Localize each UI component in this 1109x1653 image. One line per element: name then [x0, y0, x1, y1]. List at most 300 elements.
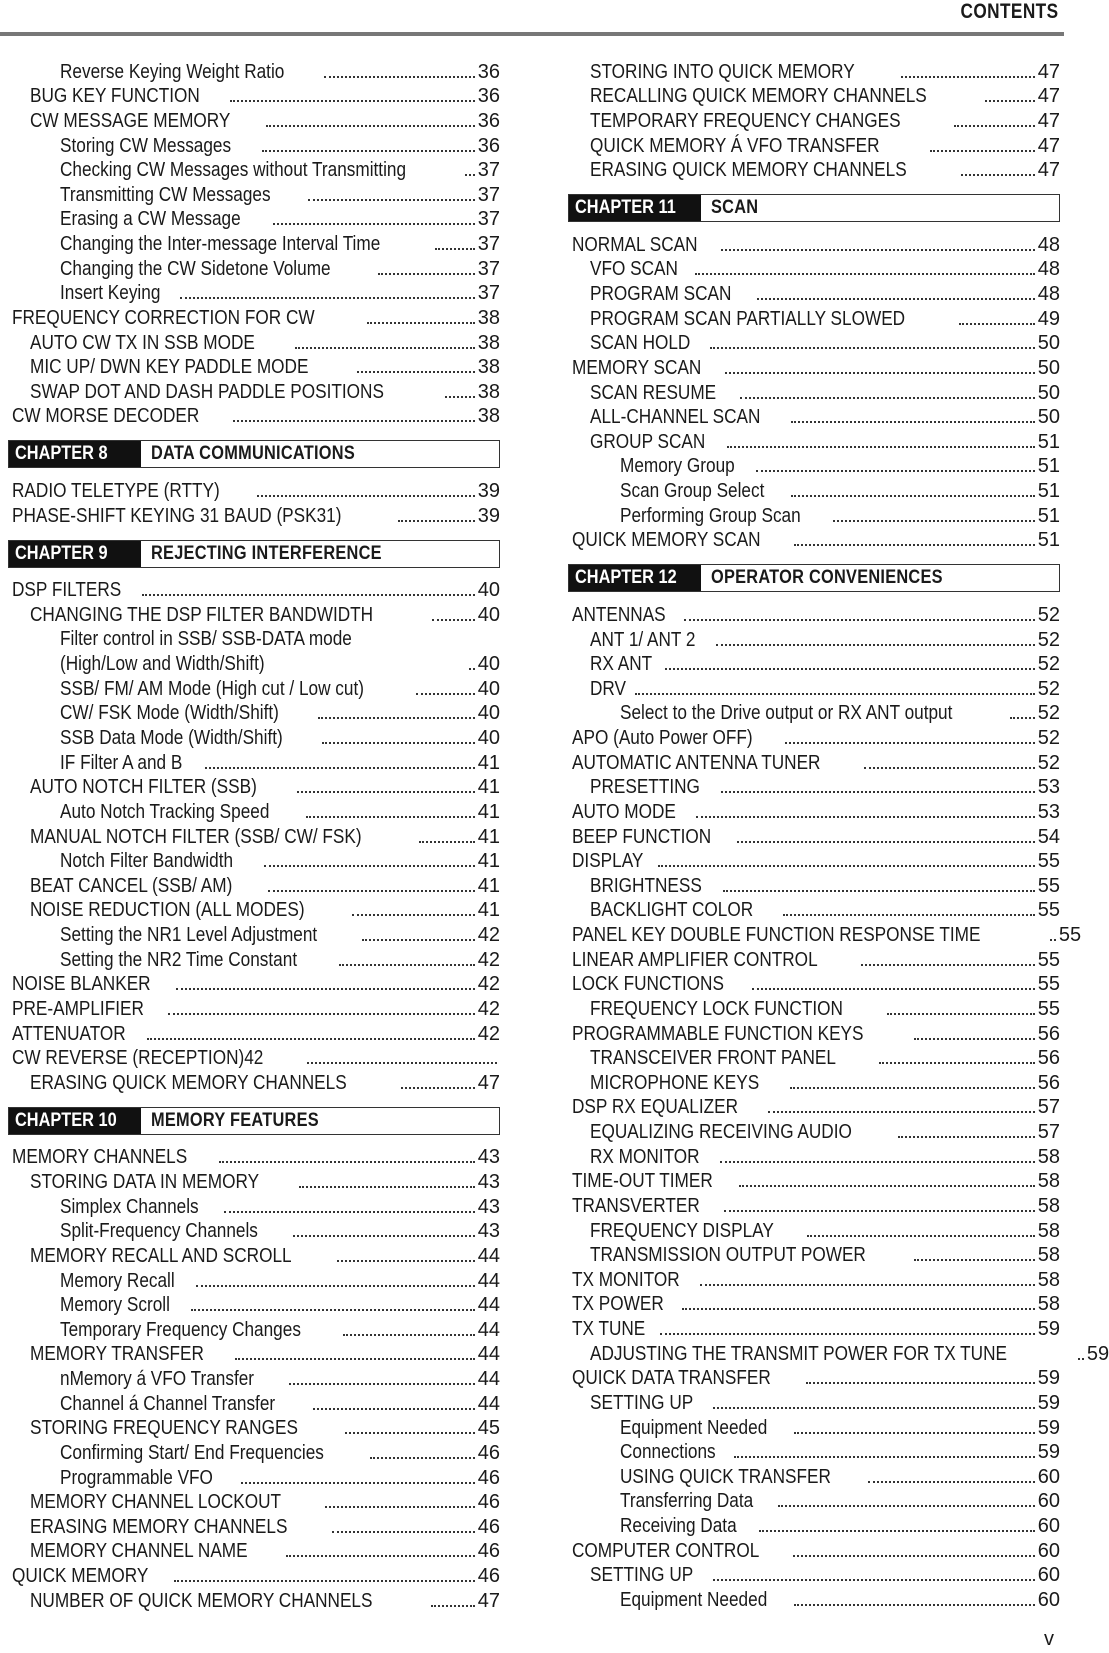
toc-group	[8, 578, 500, 1095]
toc-entry[interactable]	[568, 701, 1060, 726]
toc-entry[interactable]	[568, 627, 1060, 652]
toc-entry[interactable]	[568, 355, 1060, 380]
toc-entry-page: 43	[477, 1146, 500, 1169]
toc-entry-title: Simplex Channels	[60, 1195, 199, 1218]
toc-entry[interactable]	[8, 305, 500, 330]
toc-entry[interactable]	[568, 775, 1060, 800]
toc-entry-title: Receiving Data	[620, 1515, 737, 1537]
toc-entry-title: PRE-AMPLIFIER	[12, 997, 144, 1020]
dot-leader	[864, 767, 1035, 769]
toc-entry[interactable]	[8, 182, 500, 207]
toc-entry[interactable]	[568, 1587, 1060, 1612]
dot-leader	[713, 1579, 1035, 1581]
dot-leader	[257, 495, 475, 497]
toc-entry[interactable]	[8, 873, 500, 898]
toc-entry[interactable]	[8, 1490, 500, 1515]
dot-leader	[230, 100, 474, 102]
toc-entry[interactable]	[8, 231, 500, 256]
toc-entry-title: GROUP SCAN	[590, 430, 706, 453]
toc-entry[interactable]	[568, 873, 1060, 898]
toc-entry[interactable]	[568, 824, 1060, 849]
toc-entry[interactable]	[568, 1341, 1109, 1366]
toc-entry-page: 51	[1037, 529, 1060, 552]
toc-entry-page: 47	[1037, 85, 1060, 108]
toc-entry[interactable]	[568, 799, 1060, 824]
toc-entry-title: ATTENUATOR	[12, 1022, 126, 1045]
dot-leader	[174, 1580, 475, 1582]
toc-entry[interactable]	[568, 1144, 1060, 1169]
toc-entry-page: 44	[477, 1294, 500, 1317]
toc-entry[interactable]	[568, 1169, 1060, 1194]
toc-entry-title: Transmitting CW Messages	[60, 183, 271, 206]
toc-entry-title: PROGRAM SCAN PARTIALLY SLOWED	[590, 307, 906, 330]
toc-entry[interactable]	[8, 84, 500, 109]
toc-entry-title: TIME-OUT TIMER	[572, 1170, 713, 1193]
toc-entry-title: TEMPORARY FREQUENCY CHANGES	[590, 109, 901, 132]
toc-entry-page: 55	[1037, 997, 1060, 1020]
dot-leader	[191, 1309, 475, 1311]
toc-entry[interactable]	[568, 652, 1060, 677]
toc-entry-page: 41	[477, 899, 500, 922]
toc-entry[interactable]	[8, 1366, 500, 1391]
toc-entry-page: 56	[1037, 1071, 1060, 1094]
toc-entry-title: TRANSCEIVER FRONT PANEL	[590, 1047, 836, 1070]
toc-entry-page: 43	[477, 1171, 500, 1193]
toc-entry[interactable]	[8, 922, 500, 947]
toc-entry[interactable]	[568, 1193, 1060, 1218]
toc-entry-page: 42	[477, 973, 500, 996]
toc-entry[interactable]	[568, 528, 1060, 553]
toc-entry-title: RADIO TELETYPE (RTTY)	[12, 480, 220, 502]
chapter-9-heading	[8, 540, 500, 568]
dot-leader	[658, 865, 1035, 867]
toc-entry[interactable]	[8, 898, 500, 923]
toc-entry[interactable]	[568, 750, 1060, 775]
toc-entry-title: Split-Frequency Channels	[60, 1220, 258, 1243]
toc-entry[interactable]	[568, 1489, 1060, 1514]
toc-entry-title: Auto Notch Tracking Speed	[60, 800, 270, 823]
toc-entry[interactable]	[568, 972, 1060, 997]
toc-entry-title: Checking CW Messages without Transmitting	[60, 159, 407, 182]
toc-entry[interactable]	[8, 775, 500, 800]
toc-entry[interactable]	[568, 1243, 1060, 1268]
dot-leader	[343, 1334, 475, 1336]
toc-entry[interactable]	[8, 701, 500, 726]
dot-leader	[286, 1555, 475, 1557]
toc-entry[interactable]	[568, 1563, 1060, 1588]
toc-entry[interactable]	[8, 59, 500, 84]
toc-entry[interactable]	[568, 947, 1060, 972]
toc-group	[8, 478, 500, 527]
toc-entry[interactable]	[8, 1440, 500, 1465]
dot-leader	[695, 273, 1035, 275]
toc-entry[interactable]	[8, 256, 500, 281]
dot-leader	[635, 693, 1035, 695]
toc-entry[interactable]	[8, 972, 500, 997]
toc-entry[interactable]	[8, 1563, 500, 1588]
chapter-number: CHAPTER 11	[575, 197, 676, 219]
dot-leader	[339, 964, 475, 966]
dot-leader	[147, 1038, 475, 1040]
toc-entry[interactable]	[568, 503, 1060, 528]
toc-entry[interactable]	[568, 405, 1060, 430]
toc-entry-page: 59	[1037, 1391, 1060, 1414]
toc-entry[interactable]	[568, 1095, 1060, 1120]
toc-entry[interactable]	[568, 429, 1060, 454]
toc-entry-page: 59	[1037, 1367, 1060, 1390]
toc-entry[interactable]	[568, 108, 1060, 133]
toc-entry-title: LOCK FUNCTIONS	[572, 973, 724, 996]
chapter-number: CHAPTER 12	[575, 567, 677, 589]
toc-entry[interactable]	[568, 281, 1060, 306]
toc-entry-title: BRIGHTNESS	[590, 874, 702, 897]
dot-leader	[235, 1358, 474, 1360]
toc-entry-page: 38	[477, 331, 500, 354]
toc-entry-page: 51	[1037, 455, 1060, 478]
toc-entry[interactable]	[8, 1588, 500, 1613]
dot-leader	[783, 914, 1035, 916]
toc-entry-title: MICROPHONE KEYS	[590, 1071, 760, 1094]
toc-entry[interactable]	[8, 824, 500, 849]
toc-entry[interactable]	[8, 1243, 500, 1268]
dot-leader	[725, 372, 1034, 374]
toc-entry-page: 37	[477, 233, 500, 255]
toc-entry[interactable]	[8, 1194, 500, 1219]
toc-entry[interactable]	[568, 1464, 1060, 1489]
toc-entry-page: 47	[1037, 159, 1060, 182]
toc-entry[interactable]	[568, 331, 1060, 356]
toc-entry-title: NUMBER OF QUICK MEMORY CHANNELS	[30, 1589, 373, 1612]
dot-leader	[398, 520, 475, 522]
toc-entry[interactable]	[568, 1046, 1060, 1071]
toc-entry-page: 53	[1037, 776, 1060, 799]
dot-leader	[759, 1530, 1035, 1532]
dot-leader	[168, 1013, 474, 1015]
dot-leader	[295, 347, 475, 349]
dot-leader	[665, 668, 1035, 670]
toc-entry-page: 52	[1037, 677, 1060, 700]
toc-entry-page: 60	[1037, 1465, 1060, 1488]
toc-entry[interactable]	[8, 676, 500, 701]
toc-entry-page: 47	[1037, 109, 1060, 132]
toc-entry-page: 52	[1037, 603, 1060, 626]
dot-leader	[1078, 1358, 1084, 1360]
toc-entry-page: 47	[1037, 60, 1060, 83]
dot-leader	[898, 1136, 1035, 1138]
toc-entry[interactable]	[568, 478, 1060, 503]
toc-entry[interactable]	[568, 1440, 1060, 1465]
toc-entry[interactable]	[8, 1317, 500, 1342]
toc-entry[interactable]	[568, 849, 1060, 874]
toc-entry-page: 48	[1037, 233, 1060, 256]
page-header-title: CONTENTS	[960, 0, 1058, 23]
toc-entry-title: RECALLING QUICK MEMORY CHANNELS	[590, 85, 927, 108]
toc-entry-page: 37	[477, 282, 500, 305]
toc-entry[interactable]	[8, 578, 500, 603]
dot-leader	[768, 1111, 1035, 1113]
toc-entry[interactable]	[568, 922, 1082, 947]
toc-entry[interactable]	[568, 1021, 1060, 1046]
toc-entry-title: TX POWER	[572, 1293, 664, 1316]
dot-leader	[264, 865, 475, 867]
dot-leader	[345, 1432, 475, 1434]
dot-leader	[684, 619, 1035, 621]
toc-entry[interactable]	[8, 1342, 500, 1367]
toc-entry-page: 37	[477, 208, 500, 231]
dot-leader	[219, 1161, 475, 1163]
toc-entry-title: Temporary Frequency Changes	[60, 1318, 301, 1341]
toc-entry-page: 50	[1037, 332, 1060, 355]
toc-entry-page: 51	[1037, 430, 1060, 453]
toc-entry[interactable]	[568, 1292, 1060, 1317]
toc-entry-title: MIC UP/ DWN KEY PADDLE MODE	[30, 356, 309, 379]
toc-entry-title: DRV	[590, 677, 627, 700]
toc-entry[interactable]	[8, 1145, 500, 1170]
toc-column-left	[8, 59, 500, 1613]
dot-leader	[262, 150, 475, 152]
toc-group	[8, 1145, 500, 1613]
toc-entry[interactable]	[8, 330, 500, 355]
toc-entry[interactable]	[568, 232, 1060, 257]
toc-entry[interactable]	[8, 602, 500, 627]
toc-entry[interactable]	[8, 1046, 500, 1071]
dot-leader	[332, 1531, 474, 1533]
toc-entry-title: PRESETTING	[590, 776, 700, 799]
dot-leader	[370, 1457, 475, 1459]
toc-entry[interactable]	[568, 454, 1060, 479]
toc-entry[interactable]	[568, 1366, 1060, 1391]
toc-entry[interactable]	[8, 404, 500, 429]
toc-entry[interactable]	[8, 1514, 500, 1539]
dot-leader	[791, 421, 1035, 423]
dot-leader	[794, 544, 1034, 546]
dot-leader	[142, 594, 475, 596]
toc-entry-title: FREQUENCY CORRECTION FOR CW	[12, 306, 315, 329]
toc-entry[interactable]	[568, 1513, 1060, 1538]
dot-leader	[313, 1408, 475, 1410]
toc-entry-title: RX ANT	[590, 653, 653, 676]
dot-leader	[696, 816, 1035, 818]
dot-leader	[1050, 939, 1056, 941]
toc-entry-page: 60	[1037, 1539, 1060, 1562]
dot-leader	[914, 1259, 1035, 1261]
dot-leader	[273, 223, 475, 225]
toc-entry[interactable]	[8, 1169, 500, 1194]
toc-entry-page: 40	[477, 702, 500, 725]
dot-leader	[734, 1456, 1035, 1458]
toc-entry-title: Notch Filter Bandwidth	[60, 850, 234, 873]
toc-entry[interactable]	[8, 1070, 500, 1095]
toc-entry-page: 44	[477, 1392, 500, 1415]
chapter-number: CHAPTER 10	[15, 1109, 117, 1131]
toc-entry-page: 58	[1037, 1194, 1060, 1217]
toc-entry-page: 50	[1037, 406, 1060, 429]
toc-entry-page: 59	[1037, 1318, 1060, 1340]
toc-entry[interactable]	[8, 478, 500, 503]
toc-entry-title: BUG KEY FUNCTION	[30, 85, 200, 108]
dot-leader	[469, 668, 475, 670]
toc-entry-title: Programmable VFO	[60, 1466, 213, 1489]
toc-entry[interactable]	[8, 1268, 500, 1293]
toc-entry[interactable]	[8, 108, 500, 133]
toc-entry[interactable]	[8, 158, 500, 183]
toc-entry-title: AUTO NOTCH FILTER (SSB)	[30, 776, 257, 799]
toc-entry[interactable]	[568, 676, 1060, 701]
toc-entry-page: 60	[1037, 1490, 1060, 1513]
dot-leader	[833, 520, 1035, 522]
toc-entry[interactable]	[8, 1465, 500, 1490]
dot-leader	[930, 150, 1035, 152]
toc-entry-title: RX MONITOR	[590, 1145, 700, 1168]
toc-entry[interactable]	[8, 355, 500, 380]
toc-entry[interactable]	[568, 1267, 1060, 1292]
toc-entry-title: ERASING QUICK MEMORY CHANNELS	[30, 1071, 347, 1094]
dot-leader	[806, 1382, 1035, 1384]
dot-leader	[306, 816, 474, 818]
toc-entry-page: 44	[477, 1318, 500, 1341]
dot-leader	[739, 1185, 1035, 1187]
toc-entry[interactable]	[568, 1390, 1060, 1415]
toc-entry-title: STORING INTO QUICK MEMORY	[590, 60, 855, 83]
toc-entry[interactable]	[8, 207, 500, 232]
toc-entry-page: 37	[477, 257, 500, 280]
toc-entry[interactable]	[568, 84, 1060, 109]
dot-leader	[176, 988, 475, 990]
toc-entry-page: 46	[477, 1515, 500, 1538]
toc-entry-page: 55	[1037, 948, 1060, 971]
toc-entry[interactable]	[568, 380, 1060, 405]
toc-entry[interactable]	[8, 799, 500, 824]
toc-entry-page: 40	[477, 579, 500, 602]
toc-entry[interactable]	[568, 158, 1060, 183]
toc-entry-title: MEMORY CHANNEL NAME	[30, 1540, 248, 1563]
dot-leader	[682, 1308, 1035, 1310]
toc-entry[interactable]	[568, 1218, 1060, 1243]
toc-entry[interactable]	[8, 1416, 500, 1441]
toc-entry[interactable]	[568, 306, 1060, 331]
toc-entry-title: Storing CW Messages	[60, 134, 232, 157]
toc-entry[interactable]	[8, 1539, 500, 1564]
toc-entry-page: 59	[1086, 1342, 1109, 1365]
toc-entry[interactable]	[8, 849, 500, 874]
toc-group	[8, 59, 500, 428]
toc-entry[interactable]	[568, 602, 1060, 627]
toc-entry-page: 46	[477, 1540, 500, 1563]
toc-entry[interactable]	[8, 1219, 500, 1244]
toc-entry-page: 41	[477, 800, 500, 823]
dot-leader	[465, 174, 474, 176]
toc-entry[interactable]	[8, 503, 500, 528]
dot-leader	[432, 619, 475, 621]
chapter-title: OPERATOR CONVENIENCES	[711, 567, 943, 589]
toc-entry[interactable]	[568, 257, 1060, 282]
toc-entry[interactable]	[8, 133, 500, 158]
toc-entry-page: 36	[477, 134, 500, 157]
toc-entry[interactable]	[8, 1021, 500, 1046]
toc-entry-page: 55	[1037, 899, 1060, 922]
dot-leader	[378, 273, 475, 275]
dot-leader	[721, 791, 1035, 793]
toc-entry-page: 58	[1037, 1268, 1060, 1291]
toc-entry-title: Transferring Data	[620, 1490, 754, 1513]
toc-entry-page: 39	[477, 480, 500, 502]
toc-entry-title: Connections	[620, 1441, 716, 1464]
toc-entry[interactable]	[8, 281, 500, 306]
dot-leader	[337, 1260, 475, 1262]
toc-entry-page: 46	[477, 1491, 500, 1514]
toc-entry-page: 44	[477, 1343, 500, 1366]
toc-entry[interactable]	[568, 1070, 1060, 1095]
toc-entry-page: 46	[477, 1565, 500, 1587]
dot-leader	[737, 841, 1035, 843]
dot-leader	[716, 644, 1035, 646]
dot-leader	[710, 347, 1035, 349]
dot-leader	[431, 1605, 475, 1607]
toc-entry-title: Insert Keying	[60, 282, 161, 305]
toc-entry[interactable]	[8, 996, 500, 1021]
toc-entry-title: Equipment Needed	[620, 1416, 768, 1439]
toc-entry[interactable]	[568, 996, 1060, 1021]
toc-entry-title: SETTING UP	[590, 1391, 694, 1414]
dot-leader	[266, 125, 475, 127]
toc-entry[interactable]	[8, 1391, 500, 1416]
dot-leader	[324, 76, 475, 78]
toc-entry-page: 44	[477, 1269, 500, 1292]
page-number: v	[1044, 1628, 1054, 1650]
toc-entry-page: 59	[1037, 1441, 1060, 1464]
toc-entry-title: Setting the NR2 Time Constant	[60, 948, 298, 971]
toc-entry-title: EQUALIZING RECEIVING AUDIO	[590, 1121, 852, 1143]
toc-entry-title: Filter control in SSB/ SSB-DATA mode (High/Low and Width/Shift)	[60, 627, 352, 675]
dot-leader	[435, 248, 474, 250]
chapter-title: MEMORY FEATURES	[151, 1109, 319, 1131]
toc-entry-page: 52	[1037, 628, 1060, 651]
toc-entry[interactable]	[568, 898, 1060, 923]
toc-entry[interactable]	[568, 1415, 1060, 1440]
toc-entry[interactable]	[8, 1293, 500, 1318]
toc-entry-title: MEMORY RECALL AND SCROLL	[30, 1244, 292, 1267]
toc-entry-title: TRANSVERTER	[572, 1194, 700, 1217]
dot-leader	[419, 841, 475, 843]
toc-entry-page: 48	[1037, 258, 1060, 281]
toc-entry[interactable]	[8, 750, 500, 775]
dot-leader	[205, 767, 474, 769]
toc-entry-page: 48	[1037, 283, 1060, 305]
toc-entry[interactable]	[8, 627, 500, 676]
toc-entry-page: 58	[1037, 1145, 1060, 1168]
toc-entry-page: 47	[477, 1071, 500, 1094]
toc-entry-title: COMPUTER CONTROL	[572, 1539, 760, 1562]
dot-leader	[879, 1062, 1035, 1064]
dot-leader	[807, 1235, 1035, 1237]
toc-entry-page: 58	[1037, 1293, 1060, 1316]
dot-leader	[352, 914, 474, 916]
chapter-8-heading	[8, 440, 500, 468]
toc-entry[interactable]	[8, 947, 500, 972]
toc-entry[interactable]	[568, 725, 1060, 750]
toc-entry[interactable]	[568, 59, 1060, 84]
toc-entry[interactable]	[568, 1538, 1060, 1563]
toc-entry[interactable]	[568, 1119, 1060, 1144]
toc-entry-page: 41	[477, 874, 500, 897]
dot-leader	[954, 125, 1035, 127]
toc-entry[interactable]	[568, 133, 1060, 158]
toc-entry[interactable]	[8, 725, 500, 750]
toc-entry[interactable]	[568, 1316, 1060, 1341]
toc-entry[interactable]	[8, 379, 500, 404]
dot-leader	[445, 396, 475, 398]
toc-entry-title: LINEAR AMPLIFIER CONTROL	[572, 948, 818, 971]
